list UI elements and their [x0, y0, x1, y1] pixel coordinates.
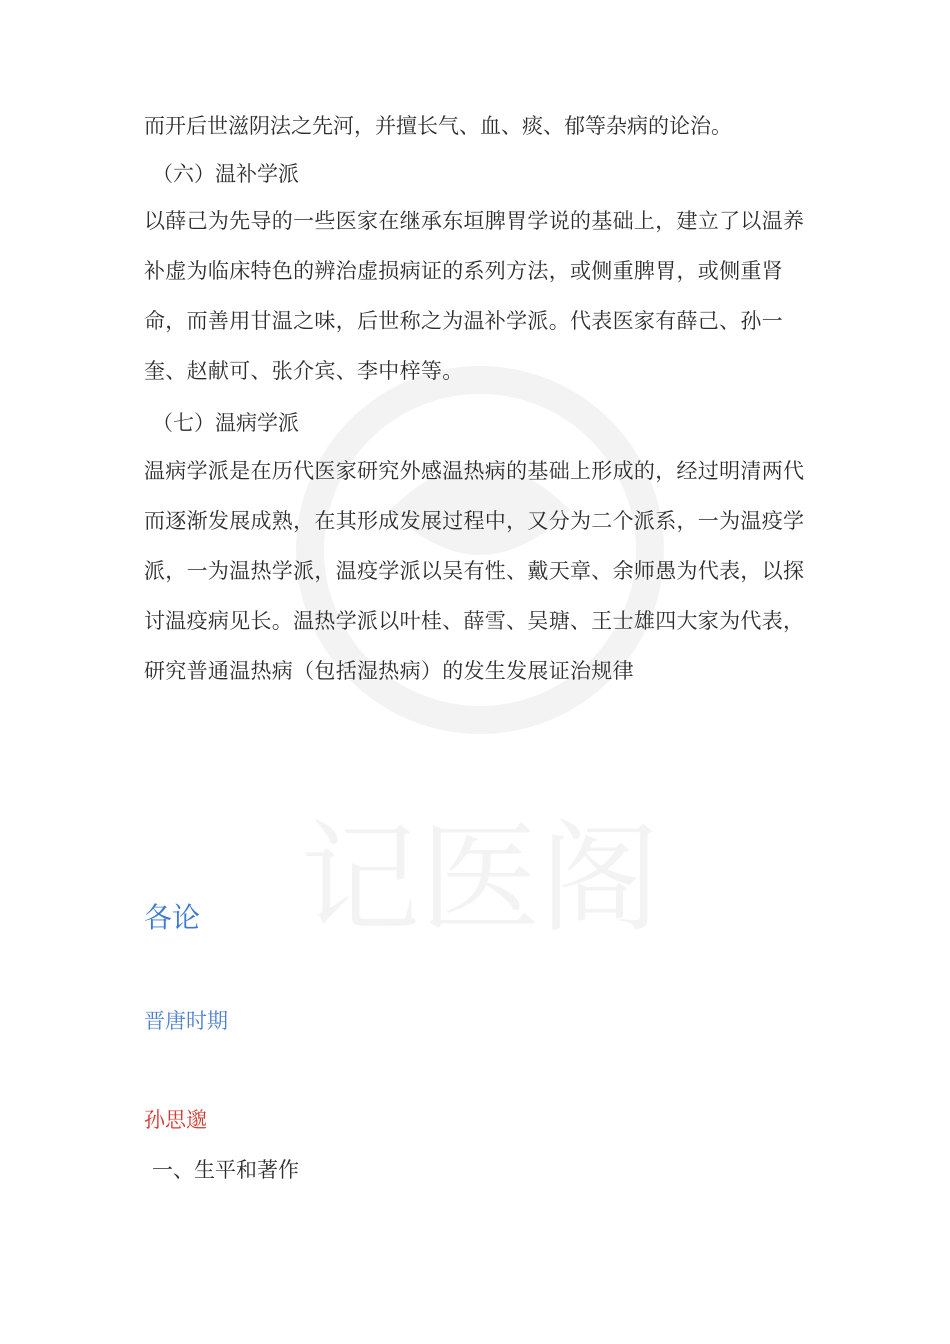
section-body-warm-tonifying: 以薛己为先导的一些医家在继承东垣脾胃学说的基础上，建立了以温养补虚为临床特色的辨治虚损病证的系列方法，或侧重脾胃，或侧重肾命，而善用甘温之味，后世称之为温补学派。代表医家有薛己、孙一奎、赵献可、张介宾、李中梓等。: [144, 209, 805, 383]
section-body-warm-disease: 温病学派是在历代医家研究外感温热病的基础上形成的，经过明清两代而逐渐发展成熟，在其形成发展过程中，又分为二个派系，一为温疫学派，一为温热学派，温疫学派以吴有性、戴天章、余师愚为代表，以探讨温疫病见长。温热学派以叶桂、薛雪、吴瑭、王士雄四大家为代表，研究普通温热病（包括湿热病）的发生发展证治规律: [144, 459, 805, 683]
subsection-heading: 一、生平和著作: [152, 1158, 299, 1182]
watermark-text: [300, 810, 660, 949]
person-heading: 孙思邈: [144, 1108, 207, 1132]
era-heading: 晋唐时期: [144, 1009, 228, 1033]
chapter-heading: 各论: [144, 901, 201, 934]
section-title-warm-disease: （七）温病学派: [152, 411, 299, 435]
paragraph-continuation: 而开后世滋阴法之先河，并擅长气、血、痰、郁等杂病的论治。: [144, 114, 732, 138]
section-title-warm-tonifying: （六）温补学派: [152, 162, 299, 186]
